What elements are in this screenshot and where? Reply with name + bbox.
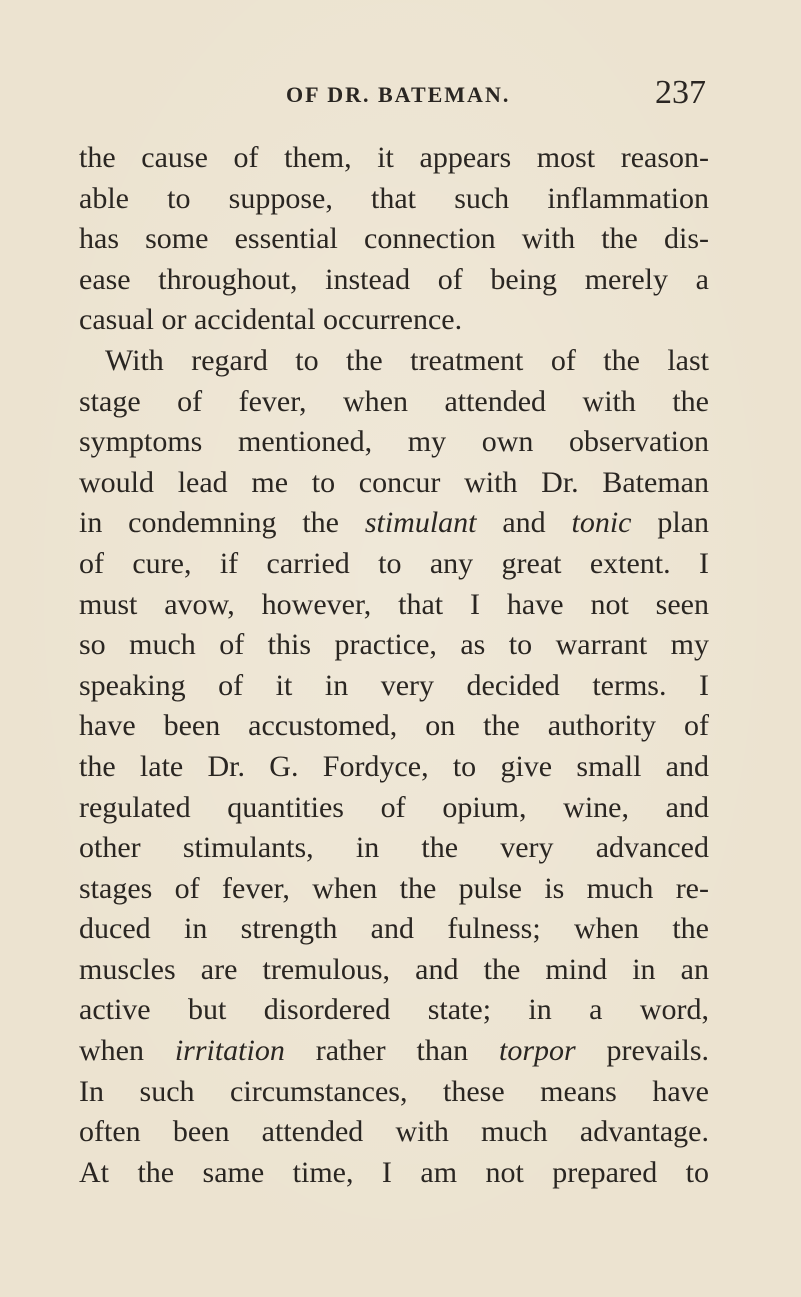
text-line: active but disordered state; in a word, xyxy=(79,993,709,1027)
text-line: ease throughout, instead of being merely a xyxy=(79,262,709,296)
text-line: must avow, however, that I have not seen xyxy=(79,587,709,621)
text-line: stages of fever, when the pulse is much re- xyxy=(79,871,709,905)
text-line: have been accustomed, on the authority of xyxy=(79,709,709,743)
text-line: of cure, if carried to any great extent. I xyxy=(79,546,709,580)
text-line: able to suppose, that such inflammation xyxy=(79,181,709,215)
text-line: duced in strength and fulness; when the xyxy=(79,912,709,946)
italic-term: torpor xyxy=(499,1034,576,1068)
text-line: At the same time, I am not prepared to xyxy=(79,1155,709,1189)
text-line: the late Dr. G. Fordyce, to give small and xyxy=(79,749,709,783)
page-number: 237 xyxy=(655,74,706,111)
text-line: stage of fever, when attended with the xyxy=(79,384,709,418)
italic-term: tonic xyxy=(571,506,632,540)
italic-term: stimulant xyxy=(364,506,477,540)
body-text xyxy=(79,138,709,1193)
text-line: muscles are tremulous, and the mind in an xyxy=(79,952,709,986)
text-line: often been attended with much advantage. xyxy=(79,1115,709,1149)
text-line: other stimulants, in the very advanced xyxy=(79,831,709,865)
text-line: when irritation rather than torpor prevails. xyxy=(79,1034,709,1068)
text-line: In such circumstances, these means have xyxy=(79,1074,709,1108)
text-line: With regard to the treatment of the last xyxy=(105,343,709,377)
text-line: would lead me to concur with Dr. Bateman xyxy=(79,465,709,499)
text-line: symptoms mentioned, my own observation xyxy=(79,425,709,459)
text-line: in condemning the stimulant and tonic plan xyxy=(79,506,709,540)
text-line: regulated quantities of opium, wine, and xyxy=(79,790,709,824)
text-line: speaking of it in very decided terms. I xyxy=(79,668,709,702)
text-line: has some essential connection with the dis- xyxy=(79,222,709,256)
running-head-title: OF DR. BATEMAN. xyxy=(286,82,511,107)
text-line: so much of this practice, as to warrant my xyxy=(79,628,709,662)
running-head xyxy=(286,74,706,114)
text-line: casual or accidental occurrence. xyxy=(79,303,463,337)
italic-term: irritation xyxy=(174,1034,285,1068)
text-line: the cause of them, it appears most reason- xyxy=(79,141,709,174)
